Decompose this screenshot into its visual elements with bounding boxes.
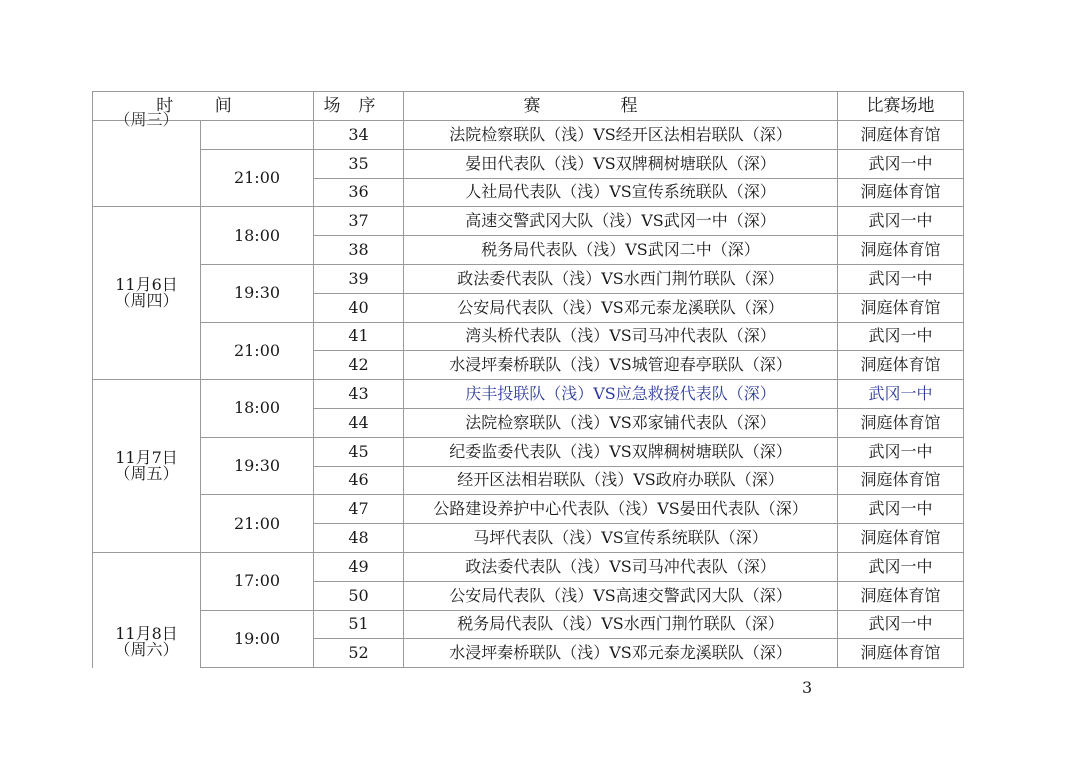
match-pairing: 税务局代表队（浅）VS水西门荆竹联队（深） — [404, 610, 838, 639]
match-no: 36 — [314, 178, 404, 207]
date-cell: （周三） — [93, 121, 201, 207]
page-number: 3 — [802, 678, 813, 697]
match-pairing: 法院检察联队（浅）VS经开区法相岩联队（深） — [404, 121, 838, 150]
match-no: 43 — [314, 380, 404, 409]
match-no: 46 — [314, 466, 404, 495]
venue: 武冈一中 — [838, 264, 964, 293]
match-no: 34 — [314, 121, 404, 150]
match-no: 47 — [314, 495, 404, 524]
time-cell: 21:00 — [201, 495, 314, 553]
match-no: 39 — [314, 264, 404, 293]
time-cell: 21:00 — [201, 322, 314, 380]
match-no: 41 — [314, 322, 404, 351]
header-match: 赛程 — [404, 92, 838, 121]
match-pairing: 高速交警武冈大队（浅）VS武冈一中（深） — [404, 207, 838, 236]
match-pairing: 水浸坪秦桥联队（浅）VS邓元泰龙溪联队（深） — [404, 639, 838, 668]
venue: 洞庭体育馆 — [838, 408, 964, 437]
time-cell — [201, 121, 314, 150]
venue: 洞庭体育馆 — [838, 639, 964, 668]
venue: 洞庭体育馆 — [838, 351, 964, 380]
match-pairing: 马坪代表队（浅）VS宣传系统联队（深） — [404, 524, 838, 553]
venue: 武冈一中 — [838, 610, 964, 639]
table-row — [93, 437, 964, 466]
table-row — [93, 207, 964, 236]
match-no: 45 — [314, 437, 404, 466]
table-row — [93, 264, 964, 293]
table-row — [93, 495, 964, 524]
venue: 洞庭体育馆 — [838, 178, 964, 207]
match-no: 50 — [314, 581, 404, 610]
header-no: 场序 — [314, 92, 404, 121]
time-cell: 18:00 — [201, 207, 314, 265]
match-no: 37 — [314, 207, 404, 236]
match-no: 52 — [314, 639, 404, 668]
venue: 武冈一中 — [838, 149, 964, 178]
time-cell: 21:00 — [201, 149, 314, 207]
table-row — [93, 552, 964, 581]
header-venue: 比赛场地 — [838, 92, 964, 121]
match-pairing-highlighted: 庆丰投联队（浅）VS应急救援代表队（深） — [404, 380, 838, 409]
date-cell: 11月8日 （周六） — [93, 552, 201, 667]
venue: 洞庭体育馆 — [838, 466, 964, 495]
table-row — [93, 149, 964, 178]
match-no: 38 — [314, 236, 404, 265]
table-row — [93, 380, 964, 409]
match-schedule-table — [92, 91, 964, 668]
match-no: 40 — [314, 293, 404, 322]
table-header-row — [93, 92, 964, 121]
match-no: 44 — [314, 408, 404, 437]
venue: 武冈一中 — [838, 207, 964, 236]
date-cell: 11月7日 （周五） — [93, 380, 201, 553]
match-pairing: 纪委监委代表队（浅）VS双牌稠树塘联队（深） — [404, 437, 838, 466]
match-pairing: 人社局代表队（浅）VS宣传系统联队（深） — [404, 178, 838, 207]
match-pairing: 政法委代表队（浅）VS水西门荆竹联队（深） — [404, 264, 838, 293]
match-pairing: 税务局代表队（浅）VS武冈二中（深） — [404, 236, 838, 265]
venue: 洞庭体育馆 — [838, 524, 964, 553]
match-pairing: 公安局代表队（浅）VS邓元泰龙溪联队（深） — [404, 293, 838, 322]
time-cell: 19:00 — [201, 610, 314, 668]
match-pairing: 公安局代表队（浅）VS高速交警武冈大队（深） — [404, 581, 838, 610]
match-pairing: 水浸坪秦桥联队（浅）VS城管迎春亭联队（深） — [404, 351, 838, 380]
match-no: 48 — [314, 524, 404, 553]
match-no: 49 — [314, 552, 404, 581]
table-row — [93, 322, 964, 351]
match-pairing: 公路建设养护中心代表队（浅）VS晏田代表队（深） — [404, 495, 838, 524]
venue: 洞庭体育馆 — [838, 236, 964, 265]
time-cell: 19:30 — [201, 437, 314, 495]
venue: 武冈一中 — [838, 495, 964, 524]
time-cell: 18:00 — [201, 380, 314, 438]
match-pairing: 湾头桥代表队（浅）VS司马冲代表队（深） — [404, 322, 838, 351]
venue-highlighted: 武冈一中 — [838, 380, 964, 409]
venue: 武冈一中 — [838, 552, 964, 581]
match-no: 51 — [314, 610, 404, 639]
header-time: 时 间 — [93, 92, 314, 121]
venue: 洞庭体育馆 — [838, 293, 964, 322]
table-row — [93, 121, 964, 150]
venue: 洞庭体育馆 — [838, 581, 964, 610]
match-pairing: 法院检察联队（浅）VS邓家铺代表队（深） — [404, 408, 838, 437]
table-row — [93, 610, 964, 639]
match-pairing: 经开区法相岩联队（浅）VS政府办联队（深） — [404, 466, 838, 495]
match-no: 35 — [314, 149, 404, 178]
venue: 武冈一中 — [838, 322, 964, 351]
time-cell: 19:30 — [201, 264, 314, 322]
date-cell: 11月6日 （周四） — [93, 207, 201, 380]
match-pairing: 晏田代表队（浅）VS双牌稠树塘联队（深） — [404, 149, 838, 178]
time-cell: 17:00 — [201, 552, 314, 610]
venue: 洞庭体育馆 — [838, 121, 964, 150]
match-pairing: 政法委代表队（浅）VS司马冲代表队（深） — [404, 552, 838, 581]
venue: 武冈一中 — [838, 437, 964, 466]
match-no: 42 — [314, 351, 404, 380]
